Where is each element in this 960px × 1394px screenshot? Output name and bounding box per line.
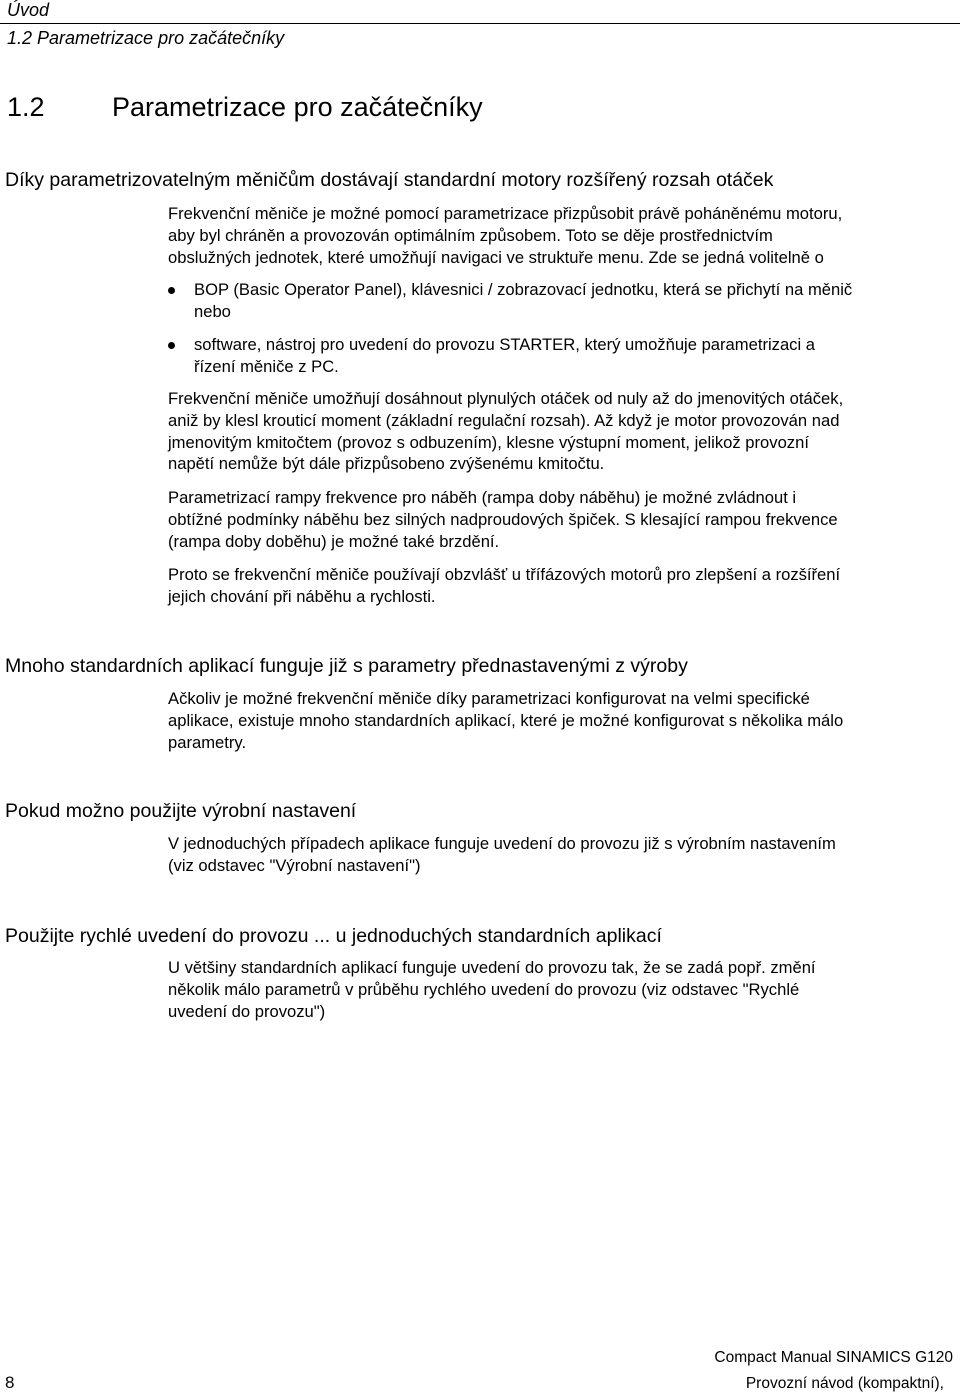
- text-line: obtížné podmínky náběhu bez silných nadproudových špiček. S klesající rampou frekvence: [168, 509, 838, 529]
- text-line: (viz odstavec "Výrobní nastavení"): [168, 855, 421, 875]
- bullet-item: [168, 334, 960, 378]
- running-header-section: 1.2 Parametrizace pro začátečníky: [7, 28, 285, 48]
- text-line: nebo: [194, 301, 231, 321]
- text-line: Frekvenční měniče je možné pomocí parametrizace přizpůsobit právě poháněnému motoru,: [168, 204, 843, 223]
- text-line: jmenovitým kmitočtem (provoz s odbuzením), klesne výstupní moment, jelikož provozní: [168, 432, 809, 452]
- text-line: uvedení do provozu"): [168, 1001, 326, 1021]
- text-line: Frekvenční měniče umožňují dosáhnout plynulých otáček od nuly až do jmenovitých otáček,: [168, 389, 844, 408]
- paragraph: [168, 388, 960, 475]
- text-line: BOP (Basic Operator Panel), klávesnici / zobrazovací jednotku, která se přichytí na měnič: [194, 280, 853, 299]
- text-line: Ačkoliv je možné frekvenční měniče díky parametrizaci konfigurovat na velmi specifické: [168, 689, 810, 708]
- text-line: (rampa doby doběhu) je možné také brzdění.: [168, 531, 500, 551]
- chapter-title: [7, 90, 483, 124]
- section-heading: Použijte rychlé uvedení do provozu ... u jednoduchých standardních aplikací: [5, 925, 662, 947]
- text-line: jejich chování při náběhu a rychlosti.: [168, 586, 436, 606]
- text-line: U většiny standardních aplikací funguje uvedení do provozu tak, že se zadá popř. změní: [168, 958, 816, 977]
- chapter-number: 1.2: [7, 92, 45, 122]
- text-line: napětí nemůže být dále přizpůsobeno zvýšenému kmitočtu.: [168, 454, 605, 474]
- section-heading: Pokud možno použijte výrobní nastavení: [5, 800, 357, 822]
- text-line: Parametrizací rampy frekvence pro náběh (rampa doby náběhu) je možné zvládnout i: [168, 488, 797, 507]
- text-line: obslužných jednotek, které umožňují navigaci ve struktuře menu. Zde se jedná volitelně o: [168, 247, 824, 267]
- footer-manual-title: Compact Manual SINAMICS G120: [714, 1349, 953, 1366]
- paragraph: [168, 487, 960, 552]
- bullet-dot: [168, 287, 175, 294]
- text-line: několik málo parametrů v průběhu rychlého uvedení do provozu (viz odstavec "Rychlé: [168, 979, 800, 999]
- bullet-text: [194, 334, 815, 378]
- paragraph: [168, 203, 960, 268]
- section-heading: Díky parametrizovatelným měničům dostávají standardní motory rozšířený rozsah otáček: [5, 169, 774, 191]
- footer-document-type: Provozní návod (kompaktní),: [745, 1375, 944, 1392]
- paragraph: [168, 833, 960, 877]
- text-line: řízení měniče z PC.: [194, 356, 339, 376]
- paragraph: [168, 564, 960, 608]
- text-line: V jednoduchých případech aplikace funguje uvedení do provozu již s výrobním nastavením: [168, 834, 836, 853]
- paragraph: [168, 688, 960, 753]
- text-line: aplikace, existuje mnoho standardních aplikací, které je možné konfigurovat s několika málo: [168, 710, 844, 730]
- text-line: parametry.: [168, 732, 247, 752]
- paragraph: [168, 957, 960, 1022]
- section-heading: Mnoho standardních aplikací funguje již s parametry přednastavenými z výroby: [5, 655, 688, 677]
- bullet-item: [168, 279, 960, 323]
- bullet-text: [194, 279, 852, 323]
- bullet-dot: [168, 342, 175, 349]
- text-line: aniž by klesl krouticí moment (základní regulační rozsah). Až když je motor provozován nad: [168, 410, 840, 430]
- text-line: software, nástroj pro uvedení do provozu STARTER, který umožňuje parametrizaci a: [194, 335, 816, 354]
- header-rule: [0, 23, 960, 24]
- page-number: 8: [5, 1373, 15, 1392]
- text-line: Proto se frekvenční měniče používají obzvlášť u třífázových motorů pro zlepšení a rozšíření: [168, 565, 841, 584]
- running-header-chapter: Úvod: [7, 0, 50, 20]
- chapter-title-text: Parametrizace pro začátečníky: [112, 92, 483, 122]
- text-line: aby byl chráněn a provozován optimálním způsobem. Toto se děje prostřednictvím: [168, 225, 773, 245]
